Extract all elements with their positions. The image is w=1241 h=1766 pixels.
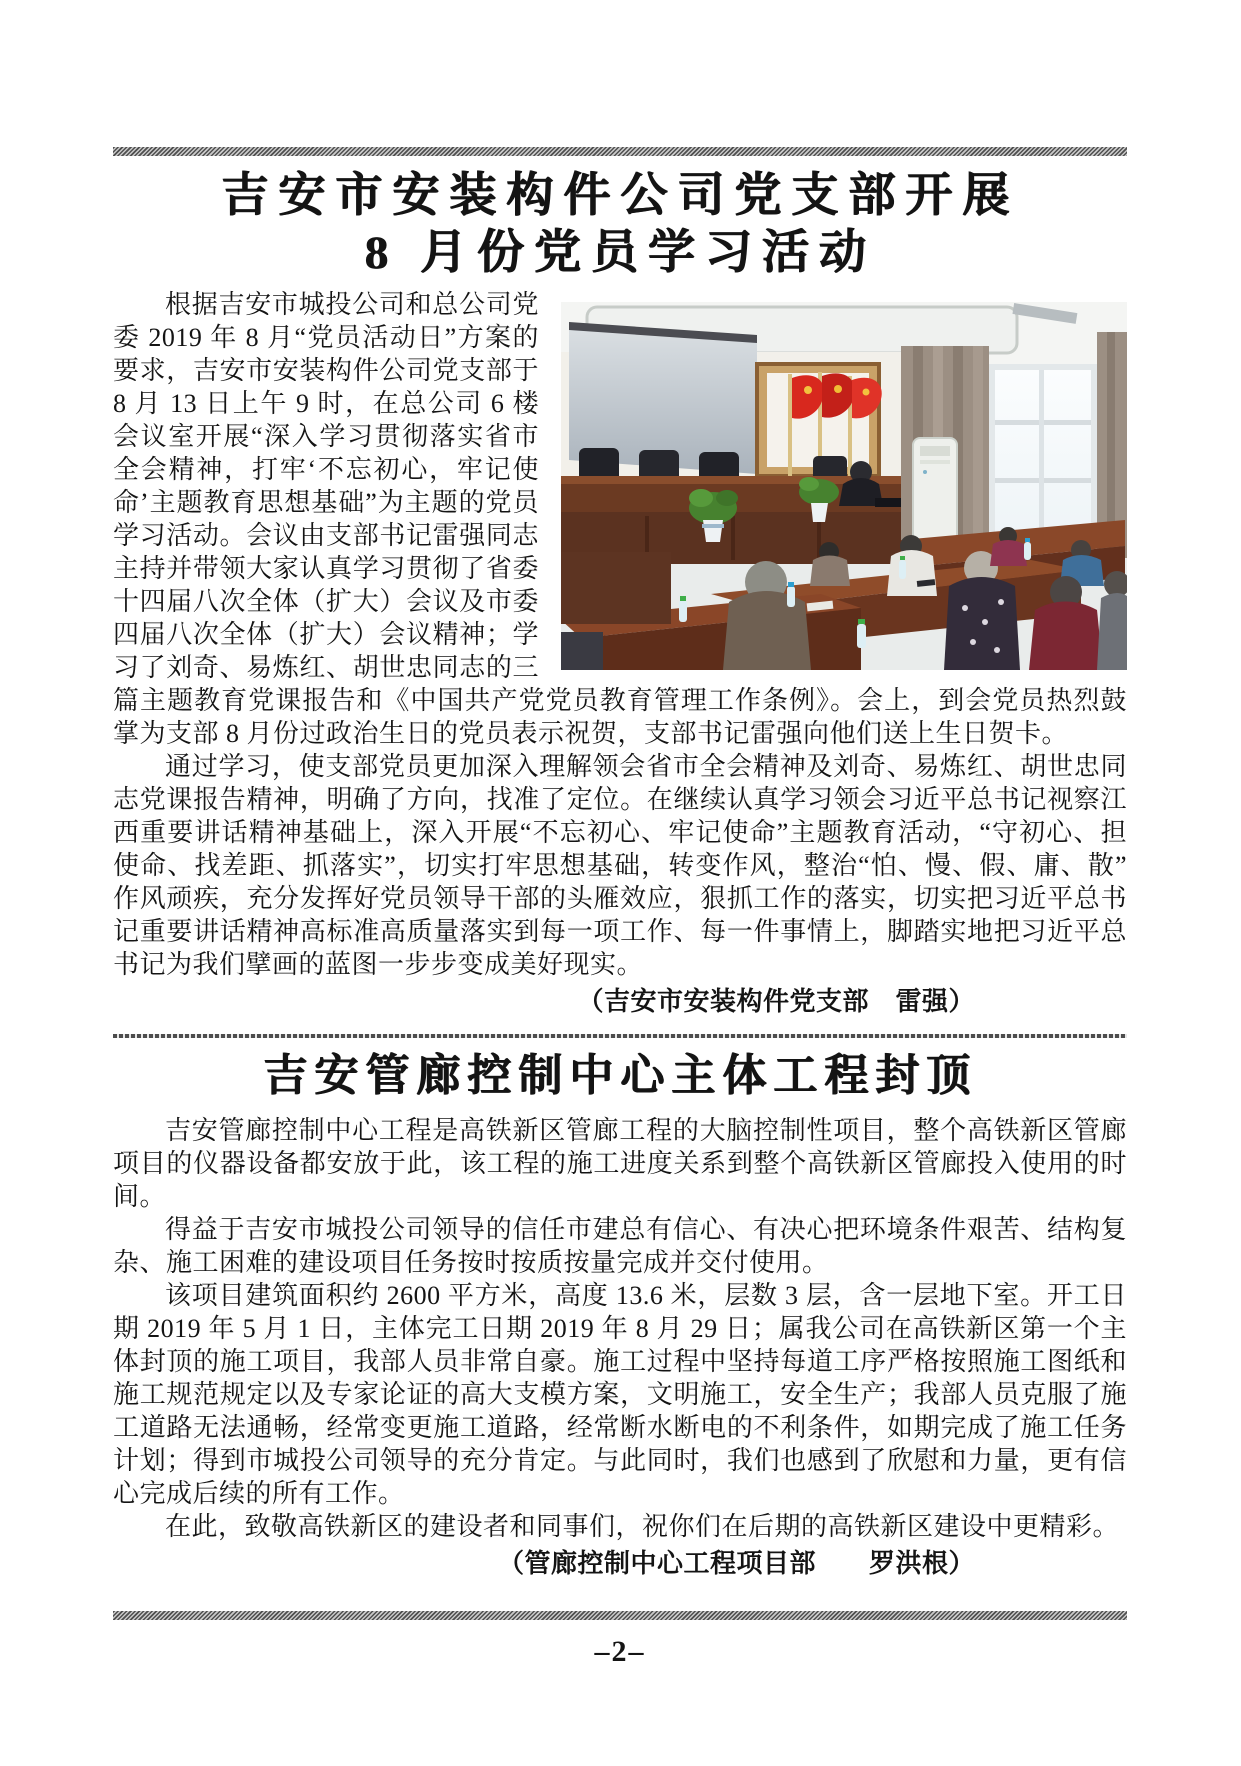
- article2-title: 吉安管廊控制中心主体工程封顶: [263, 1051, 977, 1100]
- meeting-photo: [561, 302, 1127, 670]
- meeting-photo-illustration: [561, 302, 1127, 670]
- bottom-rule: [113, 1611, 1127, 1620]
- page-number: –2–: [594, 1635, 646, 1668]
- article1-title-line2: 8 月份党员学习活动: [364, 227, 876, 279]
- article2-body: [113, 1114, 1127, 1580]
- article2-paragraph-1: 吉安管廊控制中心工程是高铁新区管廊工程的大脑控制性项目，整个高铁新区管廊项目的仪器设备都安放于此，该工程的施工进度关系到整个高铁新区管廊投入使用的时间。: [113, 1116, 1127, 1211]
- page-content: [113, 0, 1127, 1580]
- article1-paragraph-1: 根据吉安市城投公司和总公司党委 2019 年 8 月“党员活动日”方案的要求，吉安市安装构件公司党支部于 8 月 13 日上午 9 时，在总公司 6 楼会议室开展“深入学习贯彻落实省市全会精神，打牢‘不忘初心，牢记使命’主题教育思想基础”为主题的党员学习活动。会议由支部书记雷强同志主持并带领大家认真学习贯彻了省委十四届八次全体（扩大）会议及市委四届八次全体（扩大）会议精神；学习了刘奇、易炼红、胡世忠同志的三篇主题教育党课报告和《中国共产党党员教育管理工作条例》。会上，到会党员热烈鼓掌为支部 8 月份过政治生日的党员表示祝贺，支部书记雷强向他们送上生日贺卡。: [113, 290, 1127, 748]
- page-footer: [113, 1611, 1127, 1670]
- section-divider: [113, 1034, 1127, 1038]
- article1-signature: （吉安市安装构件党支部 雷强）: [577, 987, 975, 1016]
- article1-title-line1: 吉安市安装构件公司党支部开展: [221, 170, 1019, 222]
- article1-body: [113, 288, 1127, 1018]
- article2-paragraph-2: 得益于吉安市城投公司领导的信任市建总有信心、有决心把环境条件艰苦、结构复杂、施工困难的建设项目任务按时按质按量完成并交付使用。: [113, 1215, 1127, 1277]
- article2-paragraph-3: 该项目建筑面积约 2600 平方米，高度 13.6 米，层数 3 层，含一层地下室。开工日期 2019 年 5 月 1 日，主体完工日期 2019 年 8 月 29 日；属我公司在高铁新区第一个主体封顶的施工项目，我部人员非常自豪。施工过程中坚持每道工序严格按照施工图纸和施工规范规定以及专家论证的高大支模方案，文明施工，安全生产；我部人员克服了施工道路无法通畅，经常变更施工道路，经常断水断电的不利条件，如期完成了施工任务计划；得到市城投公司领导的充分肯定。与此同时，我们也感到了欣慰和力量，更有信心完成后续的所有工作。: [113, 1281, 1127, 1508]
- window: [989, 364, 1097, 546]
- article1-paragraph-2: 通过学习，使支部党员更加深入理解领会省市全会精神及刘奇、易炼红、胡世忠同志党课报告精神，明确了方向，找准了定位。在继续认真学习领会习近平总书记视察江西重要讲话精神基础上，深入开展“不忘初心、牢记使命”主题教育活动，“守初心、担使命、找差距、抓落实”，切实打牢思想基础，转变作风，整治“怕、慢、假、庸、散”作风顽疾，充分发挥好党员领导干部的头雁效应，狠抓工作的落实，切实把习近平总书记重要讲话精神高标准高质量落实到每一项工作、每一件事情上，脚踏实地把习近平总书记为我们擘画的蓝图一步步变成美好现实。: [113, 752, 1127, 979]
- article2-paragraph-4: 在此，致敬高铁新区的建设者和同事们，祝你们在后期的高铁新区建设中更精彩。: [165, 1512, 1120, 1541]
- top-rule: [113, 147, 1127, 156]
- article2-signature: （管廊控制中心工程项目部 罗洪根）: [497, 1549, 975, 1578]
- article1-title: [113, 168, 1127, 282]
